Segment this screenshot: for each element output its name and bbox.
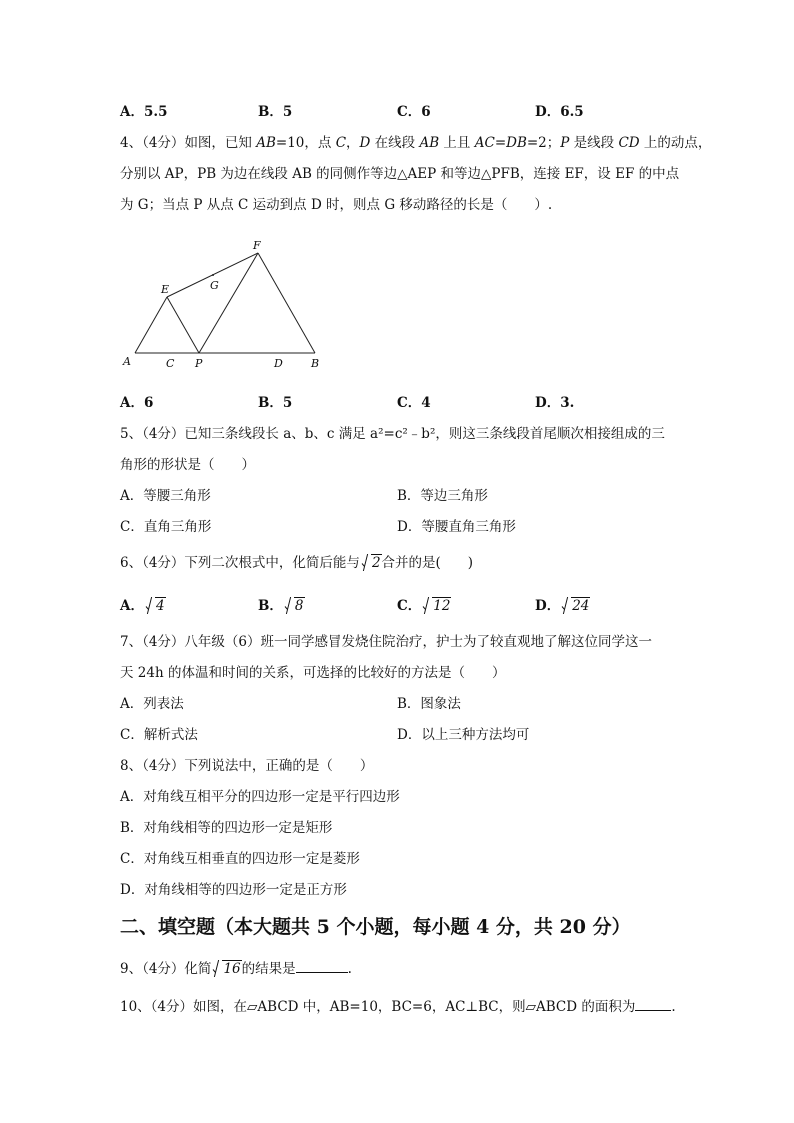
sqrt-symbol [423,596,451,616]
q4-option-b: B．5 [258,395,293,411]
q4-text: =2； [526,135,561,151]
q5-option-d: D．等腰直角三角形 [397,519,516,535]
q8-option-b: B．对角线相等的四边形一定是矩形 [120,820,333,836]
q7-option-a: A．列表法 [120,696,184,712]
q4-var: CD [618,135,640,151]
sqrt-symbol [562,596,590,616]
q9-text: . [347,961,352,977]
q4-option-d: D．3. [535,395,575,411]
q4-var: AC [474,135,495,151]
q4-line-1 [120,133,711,153]
q7-line-1: 7、（4分）八年级（6）班一同学感冒发烧住院治疗，护士为了较直观地了解这位同学这一 [120,634,653,650]
radicand: 16 [223,961,241,977]
segment-fb [258,253,315,353]
q6-option-a [120,596,166,616]
q4-line-3: 为 G；当点 P 从点 C 运动到点 D 时，则点 G 移动路径的长是（ ）. [120,197,553,213]
q5-option-a: A．等腰三角形 [120,488,211,504]
q5-option-b: B．等边三角形 [397,488,488,504]
q6-text: 6、（4分）下列二次根式中，化简后能与 [120,555,360,571]
point-g [212,274,214,276]
q4-var: DB [506,135,527,151]
q4-text: 在线段 [370,135,420,151]
q7-option-b: B．图象法 [397,696,461,712]
q9-stem [120,959,352,979]
label-a: A [123,355,131,368]
label-c: C [166,357,175,370]
q10-text: . [671,999,676,1015]
q6-option-b [258,596,305,616]
q3-option-c: C．6 [397,104,431,120]
q3-option-d: D．6.5 [535,104,584,120]
q8-stem: 8、（4分）下列说法中，正确的是（ ） [120,758,374,774]
q4-var: AB [256,135,276,151]
q4-text: 上且 [439,135,475,151]
q4-number: 4、（4分） [120,135,185,151]
segment-pf [199,253,258,353]
q4-text: =10，点 [275,135,336,151]
q4-text: 上的动点， [639,135,712,151]
q4-var: P [560,135,570,151]
option-label: B． [258,598,283,614]
q8-option-c: C．对角线互相垂直的四边形一定是菱形 [120,851,360,867]
q4-text: = [494,135,507,151]
q9-text: 9、（4分）化简 [120,961,212,977]
sqrt-symbol [362,553,382,573]
radicand: 12 [433,598,451,614]
q3-option-b: B．5 [258,104,293,120]
q4-text: ， [346,135,360,151]
q3-option-a: A．5.5 [120,104,168,120]
q5-line-2: 角形的形状是（ ） [120,457,255,473]
label-p: P [195,357,203,370]
segment-ae [135,297,167,353]
answer-blank[interactable] [296,972,348,973]
label-d: D [274,357,283,370]
answer-blank[interactable] [635,1010,671,1011]
radicand: 2 [371,555,381,571]
q4-line-2: 分别以 AP，PB 为边在线段 AB 的同侧作等边△AEP 和等边△PFB，连接 EF，设 EF 的中点 [120,166,680,182]
q4-var: D [359,135,371,151]
radicand: 24 [572,598,590,614]
sqrt-symbol [146,596,166,616]
section-heading-fill-in: 二、填空题（本大题共 5 个小题，每小题 4 分，共 20 分） [120,916,631,938]
label-g: G [210,279,219,292]
q6-text: 合并的是( ) [381,555,474,571]
option-label: A． [120,598,144,614]
option-label: D． [535,598,561,614]
q10-stem [120,997,676,1017]
sqrt-symbol [213,959,241,979]
label-e: E [161,283,170,296]
q5-option-c: C．直角三角形 [120,519,212,535]
q7-line-2: 天 24h 的体温和时间的关系，可选择的比较好的方法是（ ） [120,665,506,681]
q4-text: 如图，已知 [184,135,257,151]
option-label: C． [397,598,422,614]
q4-var: C [335,135,347,151]
q7-option-d: D．以上三种方法均可 [397,727,530,743]
q9-text: 的结果是 [241,961,296,977]
label-b: B [311,357,320,370]
label-f: F [253,239,261,252]
q4-option-c: C．4 [397,395,431,411]
q4-var: AB [419,135,440,151]
radicand: 4 [155,598,165,614]
q6-option-c [397,596,451,616]
q8-option-d: D．对角线相等的四边形一定是正方形 [120,882,347,898]
q6-option-d [535,596,590,616]
q4-text: 是线段 [569,135,619,151]
segment-ep [167,297,199,353]
q5-line-1: 5、（4分）已知三条线段长 a、b、c 满足 a²=c²﹣b²，则这三条线段首尾顺次相接组成的三 [120,426,665,442]
q8-option-a: A．对角线互相平分的四边形一定是平行四边形 [120,789,400,805]
q4-geometry-figure [115,235,330,375]
q4-option-a: A．6 [120,395,154,411]
sqrt-symbol [285,596,305,616]
q7-option-c: C．解析式法 [120,727,198,743]
q10-text: 10、（4分）如图，在▱ABCD 中，AB=10，BC=6，AC⊥BC，则▱ABCD 的面积为 [120,999,636,1015]
q6-stem [120,553,473,573]
radicand: 8 [294,598,304,614]
